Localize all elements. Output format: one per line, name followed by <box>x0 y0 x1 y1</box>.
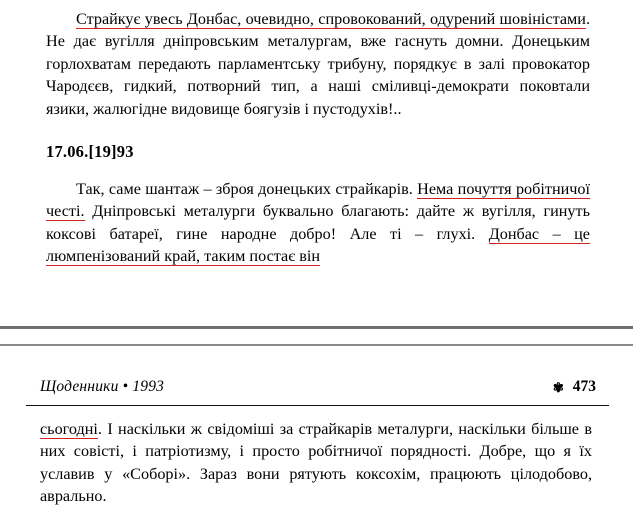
page-number: 473 <box>572 378 596 395</box>
scan-separator-line-top <box>0 326 633 329</box>
page-gap <box>0 320 633 346</box>
running-head-title: Щоденники • 1993 <box>40 378 165 395</box>
paragraph-strike <box>46 8 590 120</box>
paragraph-part-a: Так, саме шантаж – зброя донецьких страйкарів. <box>76 180 418 198</box>
paragraph-block-3 <box>40 418 592 508</box>
scan-page-bottom <box>0 352 633 506</box>
underlined-phrase-1: Страйкує увесь Донбас, очевидно, спровокований, одурений шовіністами <box>76 10 586 28</box>
paragraph-block-2 <box>46 178 590 268</box>
underlined-phrase-4: сьогодні <box>40 420 98 438</box>
underlined-phrase-2: Нема почуття робітничої честі. <box>46 180 590 221</box>
date-heading: 17.06.[19]93 <box>46 142 134 161</box>
flower-ornament-icon: ✾ <box>552 379 564 395</box>
paragraph-block-1 <box>46 8 590 120</box>
running-head <box>40 378 596 396</box>
paragraph-sogodni-rest: . І наскільки ж свідоміші за страйкарів металурги, наскільки більше в них совісті, і патріотизму, і просто робітничої порядності. Добре, що я їх уславив у «Соборі». Зараз вони рятують коксохім, працюють цілодобово, аврально. <box>40 420 592 506</box>
date-heading-block <box>46 141 590 163</box>
paragraph-shantazh <box>46 178 590 268</box>
underlined-phrase-3: Донбас – це люмпенізований край, таким постає він <box>46 224 590 266</box>
running-head-rule <box>26 405 609 406</box>
paragraph-strike-rest: . Не дає вугілля дніпровським металургам, вже гаснуть домни. Донецьким горлохватам передають парламентську трибуну, порядкує в залі провокатор Чародєєв, гидкий, потворний тип, а наші сміливці-демократи поковтали язики, жалюгідне видовище боягузів і пустодухів!.. <box>46 10 590 118</box>
paragraph-sogodni <box>40 418 592 508</box>
paragraph-part-b: Дніпровські металурги буквально благають: дайте ж вугілля, гинуть коксові батареї, гине народне добро! Але ті – глухі. <box>46 202 590 243</box>
running-head-page <box>553 378 596 396</box>
scan-separator-line-bottom <box>0 344 633 346</box>
